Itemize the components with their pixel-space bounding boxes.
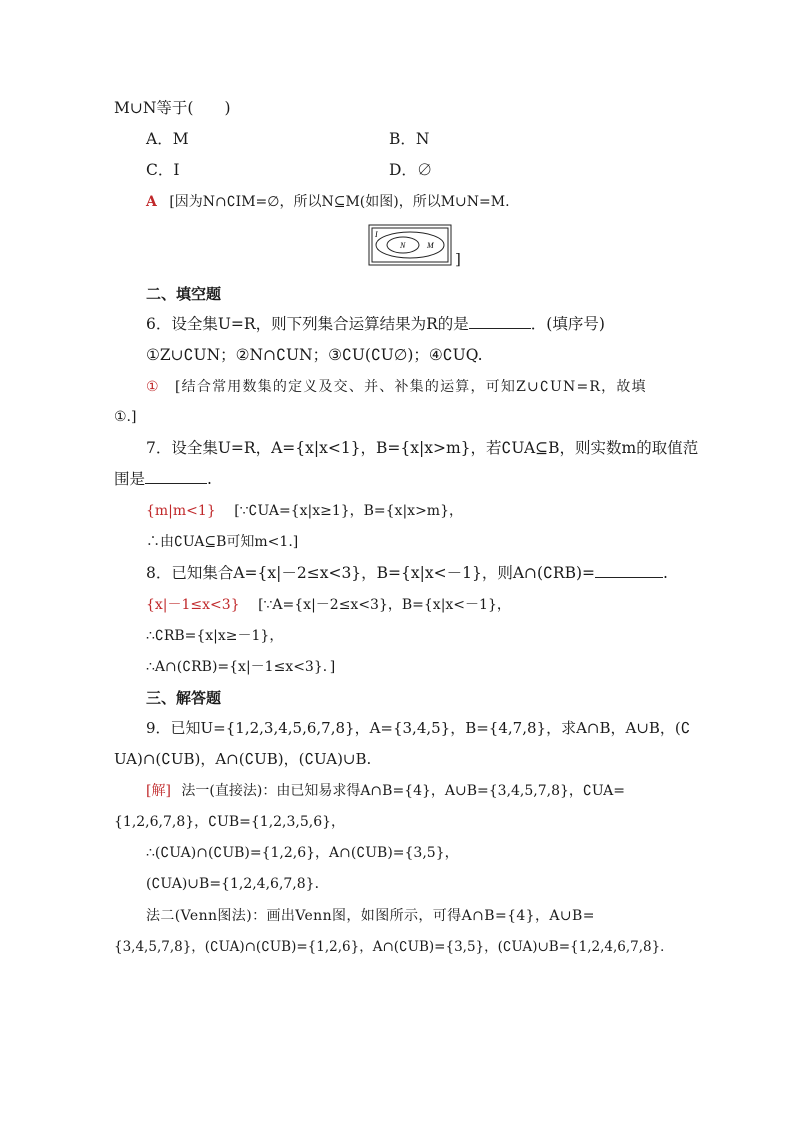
q5-answer (146, 192, 510, 212)
q9-method1-line3: ∴(∁UA)∩(∁UB)={1,2,6}，A∩(∁UB)={3,5}， (146, 845, 459, 861)
q7-stem-line2 (114, 469, 212, 489)
q8-answer-mark: {x|－1≤x<3} (146, 597, 240, 613)
venn-svg (368, 224, 452, 266)
q9-method1-line1 (146, 781, 625, 801)
q6-stem (146, 314, 605, 334)
q5-option-d: D．∅ (389, 161, 433, 179)
q9-stem-line1: 9．已知U={1,2,3,4,5,6,7,8}，A={3,4,5}，B={4,7,8}，求A∩B，A∪B，(∁ (146, 719, 691, 737)
q7-stem-line1: 7．设全集U=R，A={x|x<1}，B={x|x>m}，若∁UA⊆B，则实数m的取值范 (146, 439, 699, 457)
q8-stem-a: 8．已知集合A={x|－2≤x<3}，B={x|x<－1}，则A∩(∁RB)= (146, 564, 596, 582)
q7-answer-line2: ∴由∁UA⊆B可知m<1.] (146, 534, 299, 550)
q5-stem: M∪N等于( ) (114, 99, 231, 117)
q7-blank (145, 469, 207, 484)
q8-answer-text1: [∵A={x|－2≤x<3}，B={x|x<－1}， (258, 597, 511, 613)
q9-method1-text1: 法一(直接法)：由已知易求得A∩B={4}，A∪B={3,4,5,7,8}，∁UA= (181, 783, 626, 799)
q6-answer-mark: ① (146, 379, 159, 395)
q5-answer-text: [因为N∩∁IM=∅，所以N⊆M(如图)，所以M∪N=M. (169, 194, 510, 210)
q6-options: ①Z∪∁UN；②N∩∁UN；③∁U(∁U∅)；④∁UQ. (146, 346, 483, 364)
section-3-title: 三、解答题 (146, 689, 222, 707)
venn-outer-frame (369, 225, 451, 265)
venn-label-m: M (427, 241, 434, 250)
q6-stem-a: 6．设全集U=R，则下列集合运算结果为R的是 (146, 315, 469, 333)
venn-label-i: I (375, 230, 378, 239)
venn-set-m (376, 232, 444, 258)
q5-option-a: A．M (146, 130, 189, 148)
q6-blank (469, 314, 531, 329)
q7-answer-line1 (146, 501, 463, 521)
q8-answer-line3: ∴A∩(∁RB)={x|－1≤x<3}．] (146, 659, 336, 675)
venn-diagram-q5 (368, 224, 452, 266)
q9-method1-line2: {1,2,6,7,8}，∁UB={1,2,3,5,6}， (114, 814, 346, 830)
q7-answer-mark: {m|m<1} (146, 503, 216, 519)
q5-close-bracket: ] (455, 250, 461, 268)
q8-answer-line2: ∴∁RB={x|x≥－1}， (146, 628, 284, 644)
q6-answer-line2: ①.] (114, 409, 137, 425)
q5-option-b: B．N (389, 130, 430, 148)
q9-stem-line2: UA)∩(∁UB)，A∩(∁UB)，(∁UA)∪B. (114, 750, 372, 768)
q6-answer-line1 (146, 377, 647, 397)
q6-stem-b: ．(填序号) (530, 315, 605, 333)
q8-stem (146, 563, 668, 583)
q8-stem-b: . (663, 564, 668, 582)
q9-method1-line4: (∁UA)∪B={1,2,4,6,7,8}． (146, 876, 329, 892)
q8-blank (595, 563, 663, 578)
q9-method2-line2: {3,4,5,7,8}，(∁UA)∩(∁UB)={1,2,6}，A∩(∁UB)={3,5}，(∁UA)∪B={1,2,4,6,7,8}． (114, 939, 674, 955)
q5-option-c: C．I (146, 161, 180, 179)
q7-answer-text1: [∵∁UA={x|x≥1}，B={x|x>m}， (234, 503, 463, 519)
q5-answer-letter: A (146, 194, 157, 210)
venn-universe-rect (372, 228, 448, 262)
q7-stem-line2a: 围是 (114, 470, 146, 488)
q7-stem-line2b: . (207, 470, 212, 488)
venn-label-n: N (400, 241, 406, 250)
q9-solution-label: [解] (146, 783, 171, 799)
q8-answer-line1 (146, 595, 511, 615)
section-2-title: 二、填空题 (146, 285, 222, 303)
q6-answer-text1: [结合常用数集的定义及交、并、补集的运算，可知Z∪∁UN=R，故填 (175, 379, 647, 395)
q9-method2-line1: 法二(Venn图法)：画出Venn图，如图所示，可得A∩B={4}，A∪B= (146, 908, 595, 924)
